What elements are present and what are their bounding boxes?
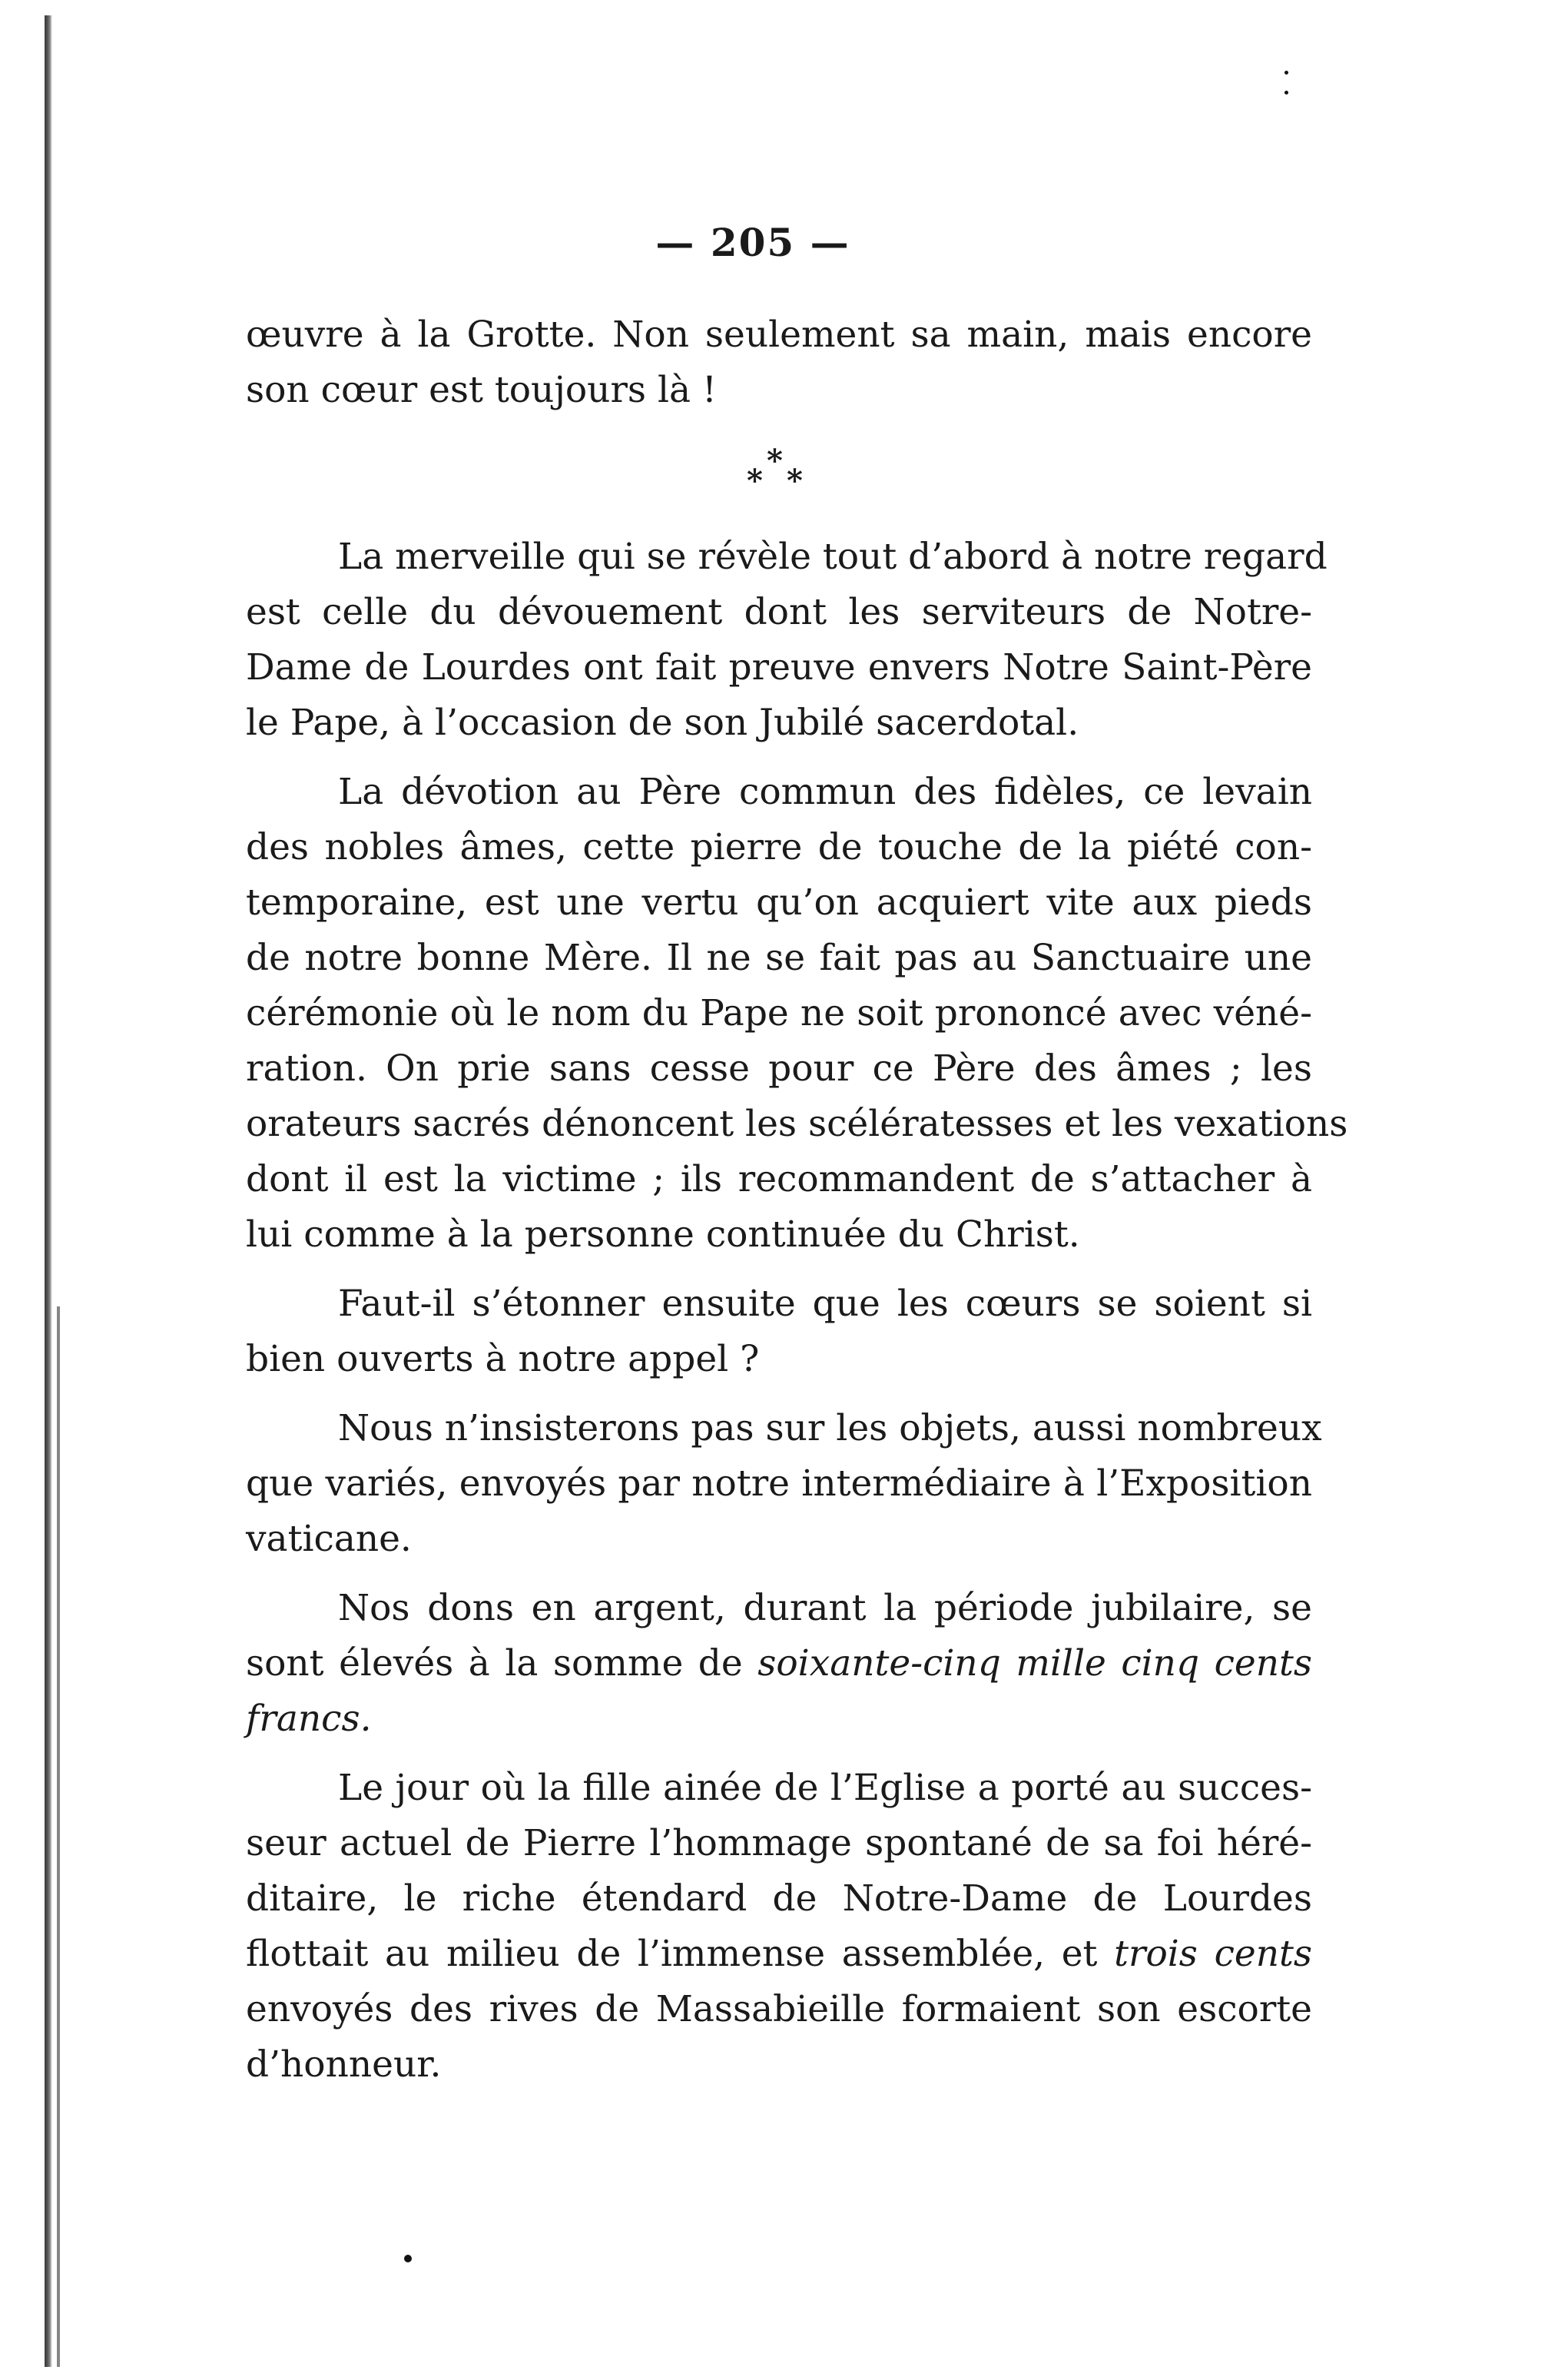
paragraph — [246, 1401, 1322, 1567]
text-line — [246, 1636, 1312, 1691]
text-line: dont il est la victime ; ils recommandent de s’attacher à — [246, 1158, 1312, 1200]
text-line — [246, 1691, 1312, 1747]
text-line: bien ouverts à notre appel ? — [246, 1338, 760, 1380]
italic-number: trois cents — [1114, 1933, 1312, 1975]
page-number: — 205 — — [655, 220, 850, 265]
asterism-star-left: * — [747, 463, 763, 499]
ink-speck — [1284, 91, 1288, 95]
text-line — [246, 1927, 1312, 1982]
section-asterism — [246, 418, 1312, 529]
paragraph — [246, 765, 1348, 1263]
page-binding-edge — [45, 15, 52, 2367]
asterism-star-right: * — [787, 463, 803, 499]
text-line: temporaine, est une vertu qu’on acquiert vite aux pieds — [246, 881, 1312, 924]
text-line: œuvre à la Grotte. Non seulement sa main, mais encore — [246, 314, 1312, 356]
text-line: que variés, envoyés par notre intermédiaire à l’Exposition — [246, 1462, 1312, 1505]
text-line: est celle du dévouement dont les serviteurs de Notre- — [246, 591, 1312, 633]
text-line: Faut-il s’étonner ensuite que les cœurs se soient si — [338, 1283, 1312, 1325]
text-line: son cœur est toujours là ! — [246, 369, 717, 411]
ink-speck — [1284, 71, 1288, 75]
asterism-star-top: * — [767, 443, 783, 479]
italic-amount: francs. — [246, 1698, 372, 1740]
text-line: cérémonie où le nom du Pape ne soit prononcé avec véné- — [246, 992, 1312, 1034]
text-line: ration. On prie sans cesse pour ce Père des âmes ; les — [246, 1047, 1312, 1090]
paragraph — [246, 307, 1312, 418]
text-line: des nobles âmes, cette pierre de touche de la piété con- — [246, 826, 1312, 868]
text-run: sont élevés à la somme de — [246, 1642, 743, 1685]
paragraph — [246, 1581, 1312, 1747]
text-line: vaticane. — [246, 1518, 412, 1560]
text-line: le Pape, à l’occasion de son Jubilé sacerdotal. — [246, 702, 1079, 744]
text-line: Dame de Lourdes ont fait preuve envers Notre Saint-Père — [246, 646, 1312, 689]
page-binding-shadow — [57, 1306, 60, 2367]
text-line: lui comme à la personne continuée du Christ. — [246, 1213, 1080, 1256]
text-line: Nous n’insisterons pas sur les objets, aussi nombreux — [338, 1407, 1322, 1449]
ink-speck — [404, 2255, 412, 2262]
text-line: de notre bonne Mère. Il ne se fait pas au Sanctuaire une — [246, 937, 1312, 979]
text-line: La merveille qui se révèle tout d’abord à notre regard — [338, 536, 1328, 578]
text-line: d’honneur. — [246, 2043, 442, 2086]
paragraph — [246, 1761, 1312, 2093]
paragraph — [246, 529, 1328, 751]
text-line: ditaire, le riche étendard de Notre-Dame de Lourdes — [246, 1877, 1312, 1920]
page-body-text — [246, 307, 1348, 2093]
text-run: flottait au milieu de l’immense assemblée, et — [246, 1933, 1098, 1975]
text-line: La dévotion au Père commun des fidèles, ce levain — [338, 771, 1312, 813]
text-line: Nos dons en argent, durant la période jubilaire, se — [338, 1587, 1312, 1629]
text-line: envoyés des rives de Massabieille formaient son escorte — [246, 1988, 1312, 2030]
paragraph — [246, 1276, 1312, 1387]
text-line: seur actuel de Pierre l’hommage spontané de sa foi héré- — [246, 1822, 1312, 1864]
text-line: Le jour où la fille ainée de l’Eglise a porté au succes- — [338, 1767, 1312, 1809]
italic-amount: soixante-cinq mille cinq cents — [757, 1642, 1312, 1685]
text-line: orateurs sacrés dénoncent les scélératesses et les vexations — [246, 1103, 1348, 1145]
